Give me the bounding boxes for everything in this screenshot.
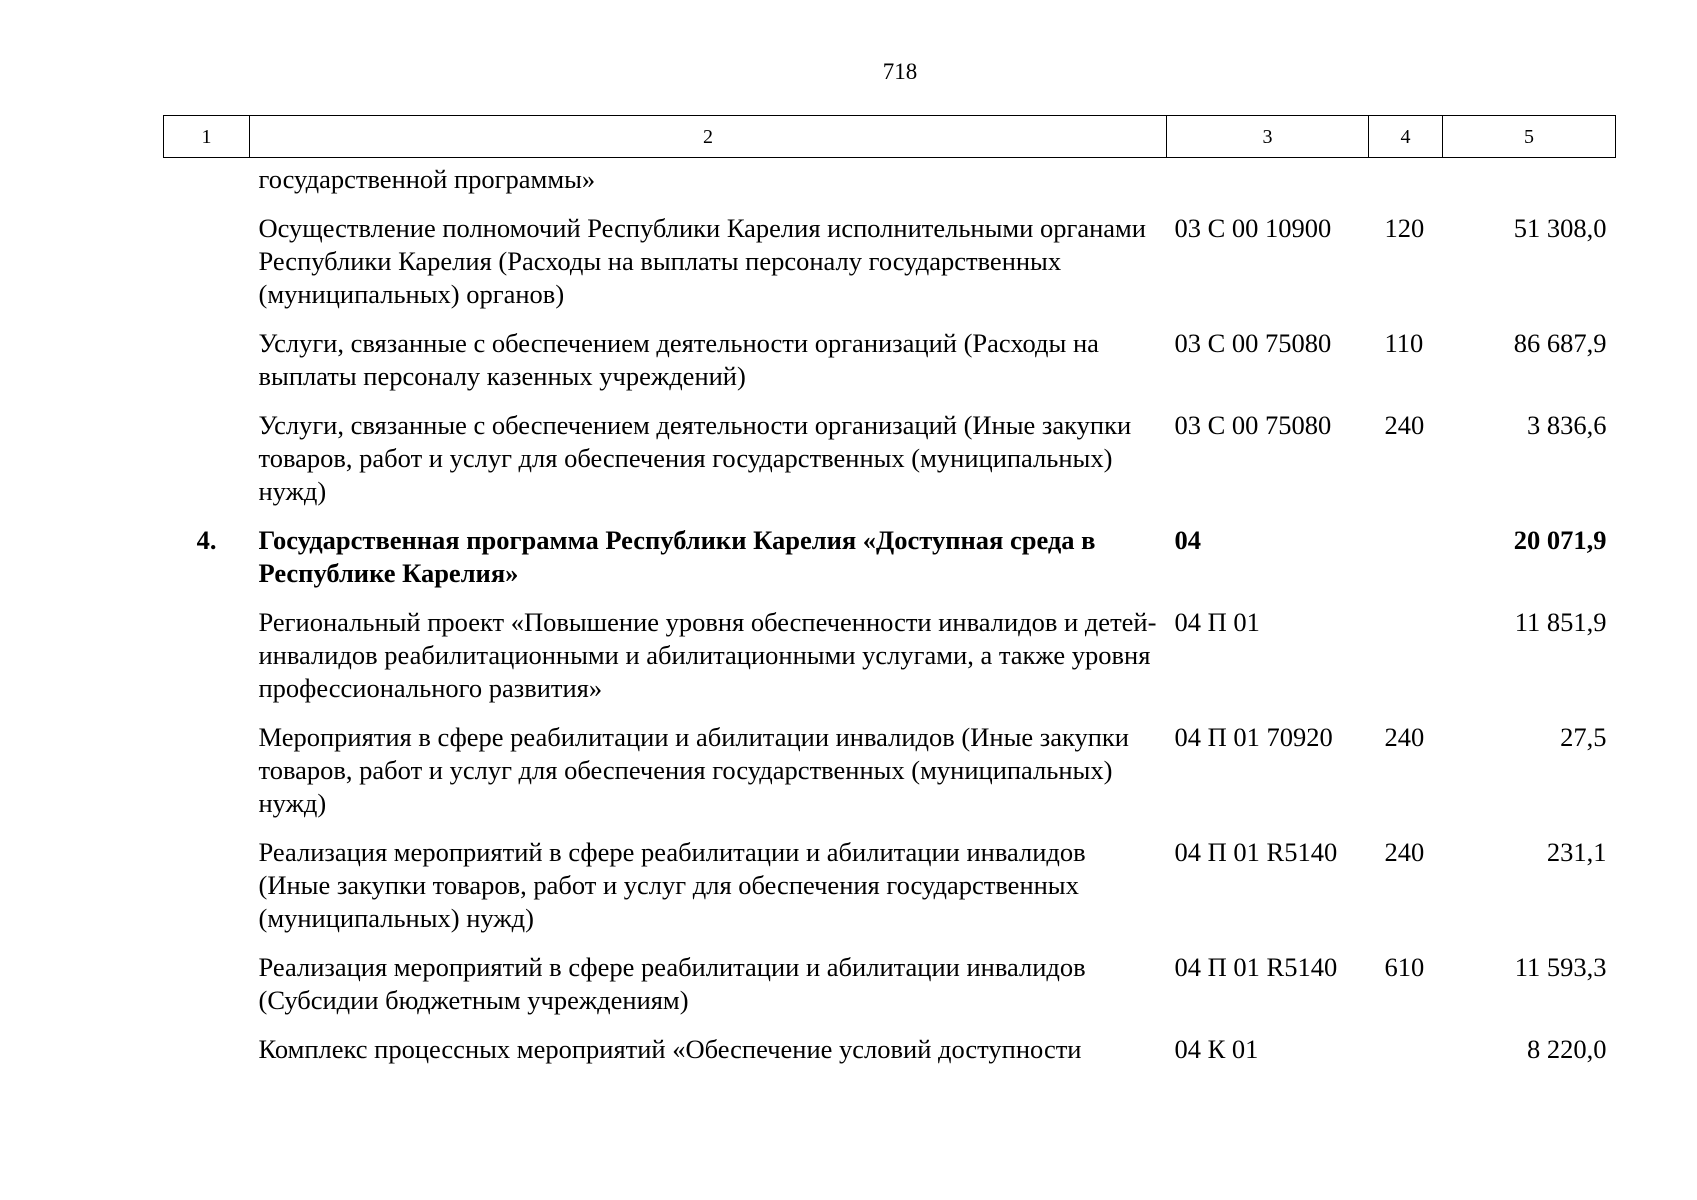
row-number [164, 158, 250, 213]
row-name: Осуществление полномочий Республики Карелия исполнительными органами Республики Карелия (Расходы на выплаты персоналу государственных (муниципальных) органов) [258, 213, 1146, 309]
header-col-1: 1 [164, 116, 250, 158]
row-number [164, 1033, 250, 1066]
row-code: 03 С 00 75080 [1174, 328, 1332, 358]
row-name: Комплекс процессных мероприятий «Обеспечение условий доступности [258, 1034, 1082, 1064]
row-amount [1443, 158, 1616, 213]
table-row [164, 721, 1616, 836]
row-name: Региональный проект «Повышение уровня обеспеченности инвалидов и детей-инвалидов реабилитационными и абилитационными услугами, а также уровня профессионального развития» [258, 607, 1157, 703]
table-row [164, 327, 1616, 409]
row-amount: 231,1 [1546, 837, 1607, 867]
row-name: Реализация мероприятий в сфере реабилитации и абилитации инвалидов (Субсидии бюджетным учреждениям) [258, 952, 1086, 1015]
header-col-5: 5 [1443, 116, 1616, 158]
row-number [164, 409, 250, 524]
row-code: 03 С 00 75080 [1174, 410, 1332, 440]
row-code: 04 П 01 R5140 [1174, 837, 1338, 867]
page-number: 718 [882, 59, 918, 84]
row-subcode [1369, 606, 1443, 721]
row-code [1167, 158, 1369, 213]
budget-table [163, 115, 1616, 1066]
row-name: Государственная программа Республики Карелия «Доступная среда в Республике Карелия» [258, 525, 1096, 588]
row-code: 03 С 00 10900 [1174, 213, 1332, 243]
header-col-4: 4 [1369, 116, 1443, 158]
row-name: Мероприятия в сфере реабилитации и абилитации инвалидов (Иные закупки товаров, работ и услуг для обеспечения государственных (муниципальных) нужд) [258, 722, 1129, 818]
row-number [164, 606, 250, 721]
row-number [164, 327, 250, 409]
row-subcode [1369, 524, 1443, 606]
row-number [164, 951, 250, 1033]
row-number: 4. [196, 525, 217, 555]
table-row [164, 524, 1616, 606]
row-number [164, 212, 250, 327]
row-subcode: 240 [1384, 722, 1425, 752]
row-amount: 8 220,0 [1527, 1034, 1607, 1064]
row-number [164, 836, 250, 951]
row-amount: 20 071,9 [1513, 525, 1607, 555]
row-amount: 11 593,3 [1514, 952, 1607, 982]
row-code: 04 К 01 [1174, 1034, 1259, 1064]
row-subcode: 240 [1384, 837, 1425, 867]
row-name: Услуги, связанные с обеспечением деятельности организаций (Иные закупки товаров, работ и услуг для обеспечения государственных (муниципальных) нужд) [258, 410, 1132, 506]
table-row [164, 836, 1616, 951]
row-name: Реализация мероприятий в сфере реабилитации и абилитации инвалидов (Иные закупки товаров, работ и услуг для обеспечения государственных (муниципальных) нужд) [258, 837, 1086, 933]
row-subcode: 240 [1384, 410, 1425, 440]
row-subcode: 610 [1384, 952, 1425, 982]
row-number [164, 721, 250, 836]
row-name: Услуги, связанные с обеспечением деятельности организаций (Расходы на выплаты персоналу казенных учреждений) [258, 328, 1099, 391]
row-amount: 51 308,0 [1513, 213, 1607, 243]
table-row [164, 606, 1616, 721]
row-code: 04 П 01 70920 [1174, 722, 1333, 752]
header-col-3: 3 [1167, 116, 1369, 158]
row-amount: 3 836,6 [1527, 410, 1607, 440]
table-row [164, 1033, 1616, 1066]
table-row [164, 158, 1616, 213]
row-subcode: 120 [1384, 213, 1425, 243]
row-amount: 11 851,9 [1514, 607, 1607, 637]
table-header [164, 116, 1616, 158]
table-body [164, 158, 1616, 1067]
row-subcode [1369, 1033, 1443, 1066]
row-amount: 86 687,9 [1513, 328, 1607, 358]
row-subcode: 110 [1384, 328, 1424, 358]
row-code: 04 П 01 R5140 [1174, 952, 1338, 982]
table-row [164, 212, 1616, 327]
header-row [164, 116, 1616, 158]
header-col-2: 2 [250, 116, 1167, 158]
table-row [164, 951, 1616, 1033]
table-row [164, 409, 1616, 524]
row-code: 04 П 01 [1174, 607, 1260, 637]
row-subcode [1369, 158, 1443, 213]
row-name: государственной программы» [258, 164, 596, 194]
row-code: 04 [1174, 525, 1201, 555]
row-amount: 27,5 [1560, 722, 1607, 752]
